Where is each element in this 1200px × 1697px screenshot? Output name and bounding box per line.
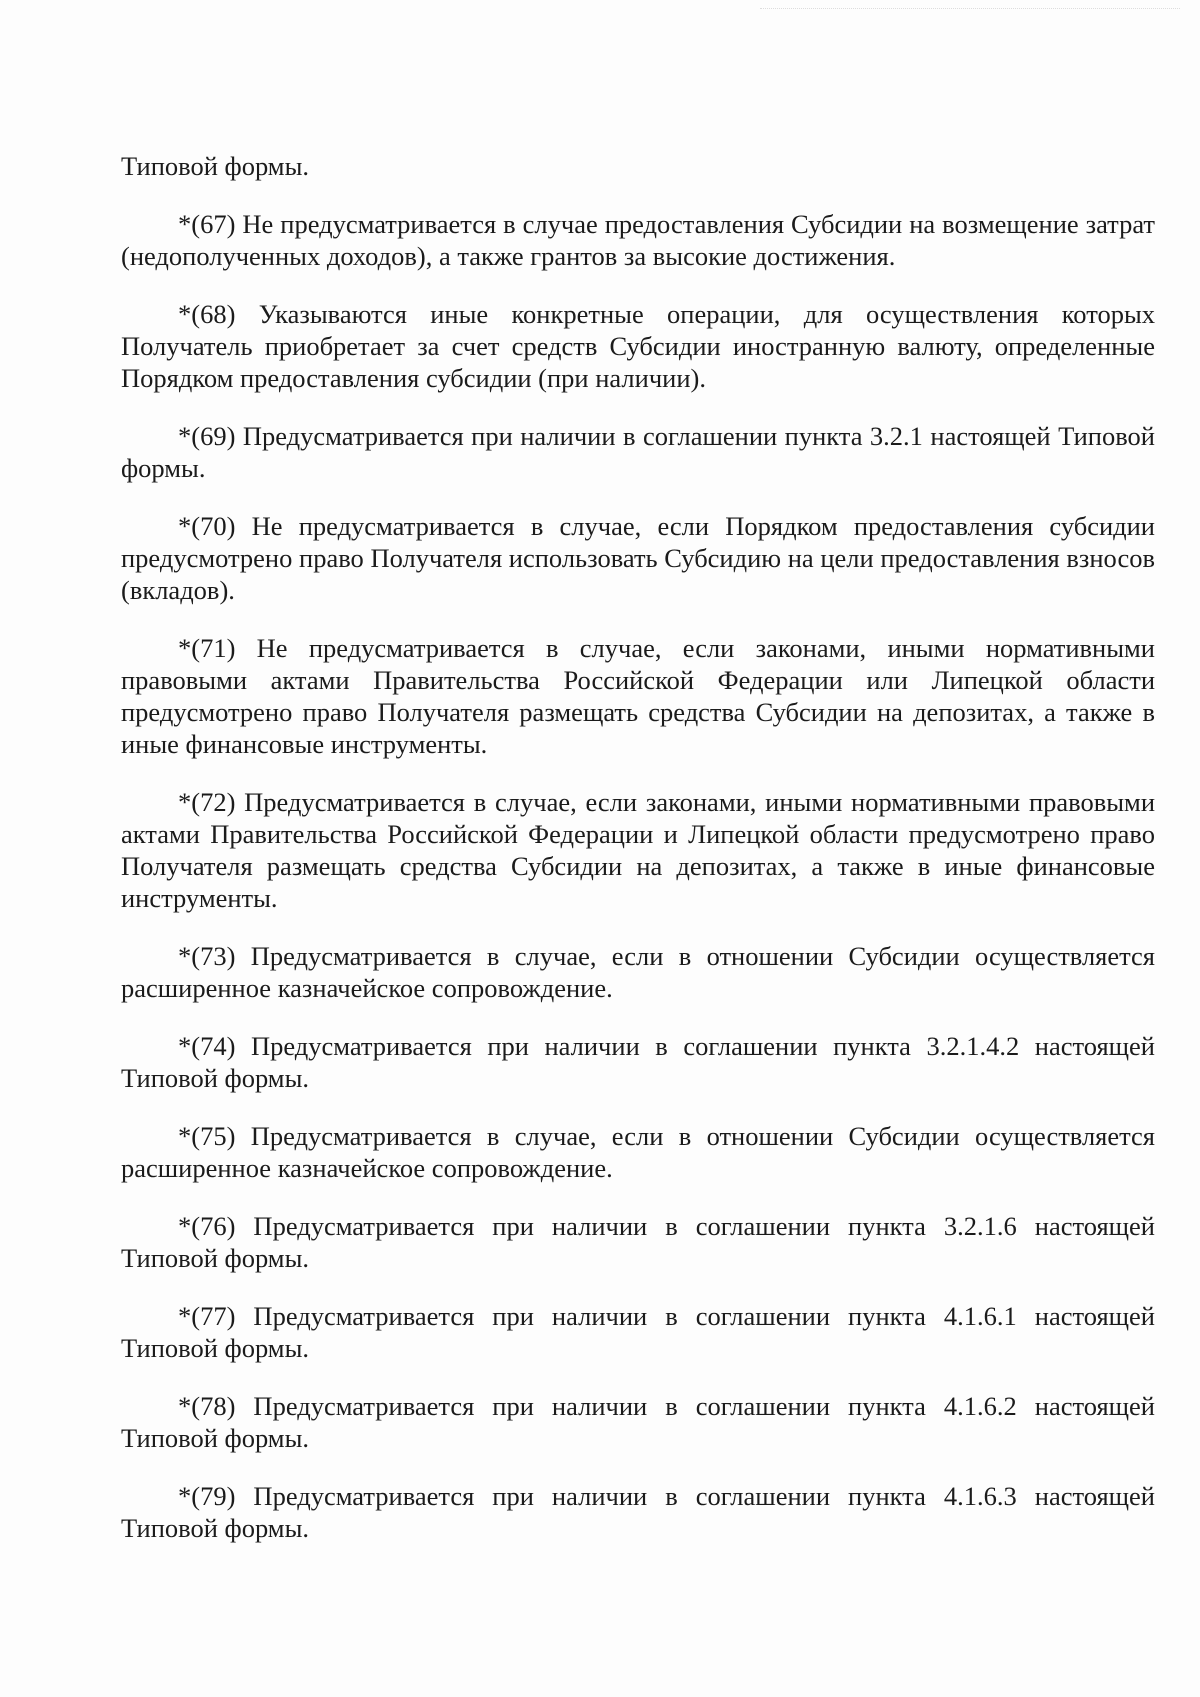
footnote-68: *(68) Указываются иные конкретные операции, для осуществления которых Получатель приобретает за счет средств Субсидии иностранную валюту, определенные Порядком предоставления субсидии (при наличии). bbox=[121, 299, 1155, 393]
footnote-67: *(67) Не предусматривается в случае предоставления Субсидии на возмещение затрат (недополученных доходов), а также грантов за высокие достижения. bbox=[121, 209, 1155, 271]
footnote-69: *(69) Предусматривается при наличии в соглашении пункта 3.2.1 настоящей Типовой формы. bbox=[121, 421, 1155, 483]
footnote-77: *(77) Предусматривается при наличии в соглашении пункта 4.1.6.1 настоящей Типовой формы. bbox=[121, 1301, 1155, 1363]
footnote-79: *(79) Предусматривается при наличии в соглашении пункта 4.1.6.3 настоящей Типовой формы. bbox=[121, 1481, 1155, 1543]
footnote-78: *(78) Предусматривается при наличии в соглашении пункта 4.1.6.2 настоящей Типовой формы. bbox=[121, 1391, 1155, 1453]
footnote-74: *(74) Предусматривается при наличии в соглашении пункта 3.2.1.4.2 настоящей Типовой формы. bbox=[121, 1031, 1155, 1093]
footnotes-text bbox=[121, 150, 1155, 1570]
footnote-70: *(70) Не предусматривается в случае, если Порядком предоставления субсидии предусмотрено право Получателя использовать Субсидию на цели предоставления взносов (вкладов). bbox=[121, 511, 1155, 605]
footnote-73: *(73) Предусматривается в случае, если в отношении Субсидии осуществляется расширенное казначейское сопровождение. bbox=[121, 941, 1155, 1003]
footnote-75: *(75) Предусматривается в случае, если в отношении Субсидии осуществляется расширенное казначейское сопровождение. bbox=[121, 1121, 1155, 1183]
footnote-72: *(72) Предусматривается в случае, если законами, иными нормативными правовыми актами Правительства Российской Федерации и Липецкой области предусмотрено право Получателя размещать средства Субсидии на депозитах, а также в иные финансовые инструменты. bbox=[121, 787, 1155, 913]
footnote-76: *(76) Предусматривается при наличии в соглашении пункта 3.2.1.6 настоящей Типовой формы. bbox=[121, 1211, 1155, 1273]
scan-artifact bbox=[760, 8, 1180, 13]
footnote-continuation: Типовой формы. bbox=[121, 151, 309, 181]
footnote-71: *(71) Не предусматривается в случае, если законами, иными нормативными правовыми актами Правительства Российской Федерации или Липецкой области предусмотрено право Получателя размещать средства Субсидии на депозитах, а также в иные финансовые инструменты. bbox=[121, 633, 1155, 759]
